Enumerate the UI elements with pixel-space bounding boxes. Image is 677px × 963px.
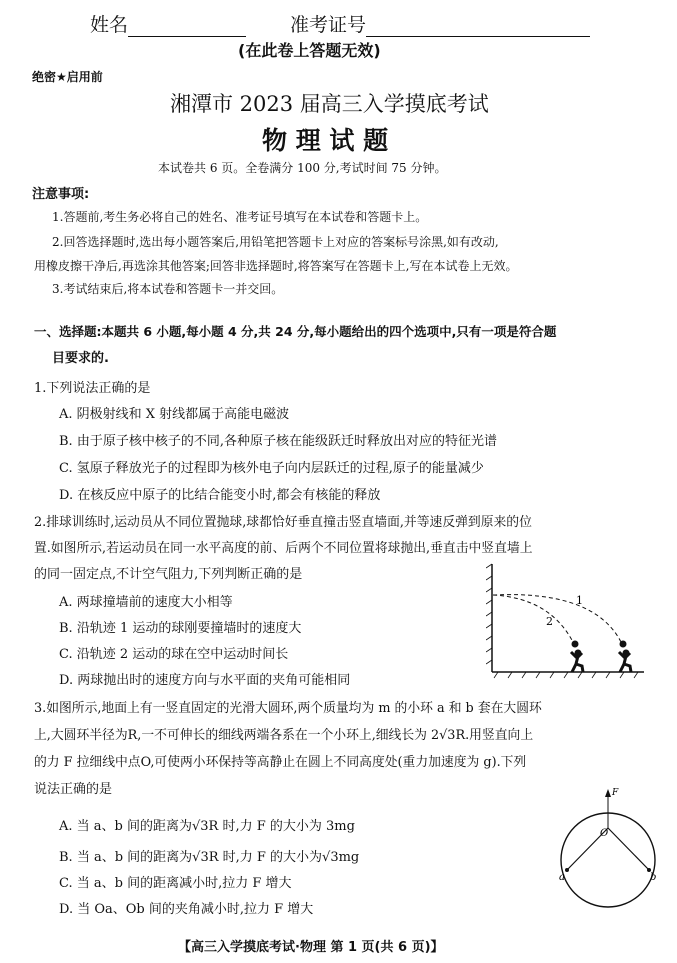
name-blank xyxy=(128,18,246,37)
q2-volleyball-figure xyxy=(486,560,646,680)
id-field xyxy=(290,10,590,37)
player-front xyxy=(571,641,583,673)
q1-option-b: B. 由于原子核中核子的不同,各种原子核在能级跃迁时释放出对应的特征光谱 xyxy=(59,434,497,449)
invalid-note: (在此卷上答题无效) xyxy=(238,41,381,60)
trajectory-1 xyxy=(493,595,622,644)
q2-line1: 2.排球训练时,运动员从不同位置抛球,球都恰好垂直撞击竖直墙面,并等速反弹到原来的位 xyxy=(34,515,532,530)
q3-line1: 3.如图所示,地面上有一竖直固定的光滑大圆环,两个质量均为 m 的小环 a 和 b 套在大圆环 xyxy=(34,701,542,716)
trajectory-2 xyxy=(493,595,574,644)
q3-line4: 说法正确的是 xyxy=(34,782,113,797)
id-label: 准考证号 xyxy=(290,14,367,36)
note-item-2b: 用橡皮擦干净后,再选涂其他答案;回答非选择题时,将答案写在答题卡上,写在本试卷上无效。 xyxy=(34,259,518,273)
secret-label: 绝密★启用前 xyxy=(32,70,103,84)
q3-option-b: B. 当 a、b 间的距离为√3R 时,力 F 的大小为√3mg xyxy=(59,850,360,865)
q3-option-a: A. 当 a、b 间的距离为√3R 时,力 F 的大小为 3mg xyxy=(59,819,355,834)
q1-option-a: A. 阴极射线和 X 射线都属于高能电磁波 xyxy=(59,407,290,422)
q3-option-c: C. 当 a、b 间的距离减小时,拉力 F 增大 xyxy=(59,876,292,891)
q3-option-d: D. 当 Oa、Ob 间的夹角减小时,拉力 F 增大 xyxy=(59,902,314,917)
q2-option-a: A. 两球撞墙前的速度大小相等 xyxy=(59,595,233,610)
wall xyxy=(486,564,492,672)
page-footer: 【高三入学摸底考试·物理 第 1 页(共 6 页)】 xyxy=(178,940,444,955)
q2-line2: 置.如图所示,若运动员在同一水平高度的前、后两个不同位置将球抛出,垂直击中竖直墙上 xyxy=(34,541,533,556)
small-ring-a xyxy=(565,868,569,872)
exam-title: 湘潭市 2023 届高三入学摸底考试 xyxy=(170,92,489,116)
note-item-3: 3.考试结束后,将本试卷和答题卡一并交回。 xyxy=(52,282,284,296)
name-field xyxy=(90,10,246,37)
section1-line2: 目要求的. xyxy=(52,351,109,366)
q2-option-b: B. 沿轨迹 1 运动的球刚要撞墙时的速度大 xyxy=(59,621,302,636)
q1-option-d: D. 在核反应中原子的比结合能变小时,都会有核能的释放 xyxy=(59,488,381,503)
label-b: b xyxy=(650,872,657,883)
q3-line2: 上,大圆环半径为R,一不可伸长的细线两端各系在一个小环上,细线长为 2√3R.用竖直向上 xyxy=(34,728,534,743)
trajectory-2-label: 2 xyxy=(546,615,553,628)
ground xyxy=(492,672,644,678)
q3-line3: 的力 F 拉细线中点O,可使两小环保持等高静止在圆上不同高度处(重力加速度为 g).下列 xyxy=(34,755,527,770)
q2-option-d: D. 两球抛出时的速度方向与水平面的夹角可能相同 xyxy=(59,673,351,688)
label-O: O xyxy=(600,828,609,839)
note-item-2a: 2.回答选择题时,选出每小题答案后,用铅笔把答题卡上对应的答案标号涂黑,如有改动, xyxy=(52,235,499,249)
name-label: 姓名 xyxy=(90,14,129,36)
q1-option-c: C. 氢原子释放光子的过程即为核外电子向内层跃迁的过程,原子的能量减少 xyxy=(59,461,484,476)
exam-subtitle: 本试卷共 6 页。全卷满分 100 分,考试时间 75 分钟。 xyxy=(158,161,447,175)
section1-line1: 一、选择题:本题共 6 小题,每小题 4 分,共 24 分,每小题给出的四个选项中,只有一项是符合题 xyxy=(34,324,557,339)
subject-title: 物 理 试 题 xyxy=(262,126,389,155)
id-blank xyxy=(366,18,590,37)
label-F: F xyxy=(612,788,619,798)
string-ob xyxy=(608,828,649,870)
q3-ring-figure xyxy=(552,786,664,916)
force-arrowhead xyxy=(605,789,611,797)
label-a: a xyxy=(559,872,565,883)
q2-option-c: C. 沿轨迹 2 运动的球在空中运动时间长 xyxy=(59,647,289,662)
q2-line3: 的同一固定点,不计空气阻力,下列判断正确的是 xyxy=(34,567,303,582)
q1-stem: 1.下列说法正确的是 xyxy=(34,381,151,396)
player-back xyxy=(619,641,631,673)
trajectory-1-label: 1 xyxy=(576,594,583,607)
note-item-1: 1.答题前,考生务必将自己的姓名、准考证号填写在本试卷和答题卡上。 xyxy=(52,210,428,224)
notes-heading: 注意事项: xyxy=(32,187,90,202)
